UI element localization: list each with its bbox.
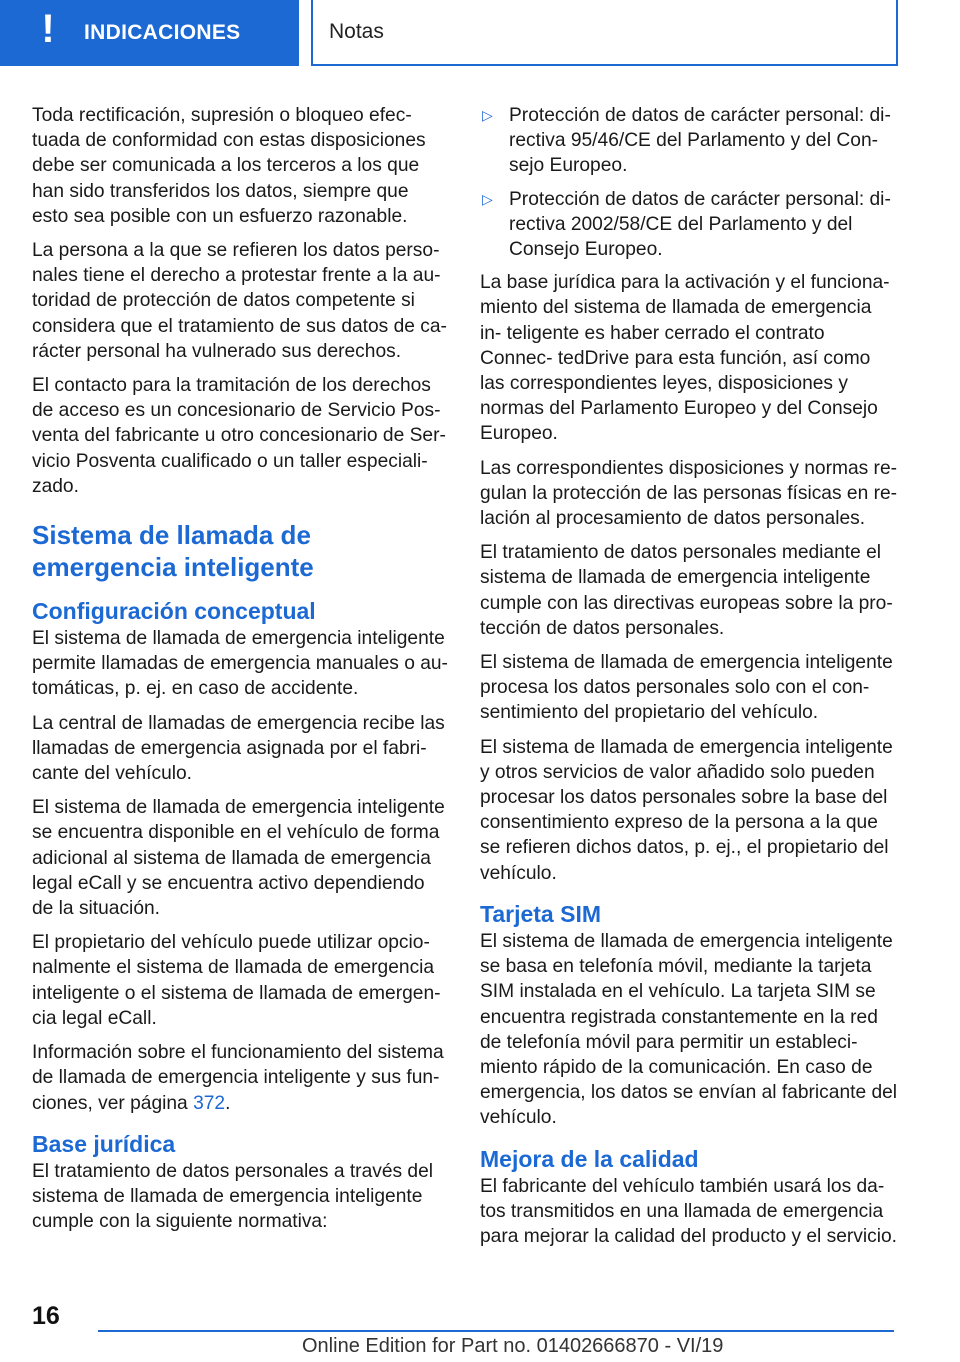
paragraph-text: Información sobre el funcionamiento del sistema de llamada de emergencia inteligente y sus fun‐ ciones, ver página — [32, 1042, 444, 1114]
subsection-label: Notas — [329, 20, 384, 43]
section-tab — [0, 0, 299, 66]
paragraph: El contacto para la tramitación de los derechos de acceso es un concesionario de Servicio Pos‐ venta del fabricante u otro concesionario de Ser‐ vicio Posventa cualificado o un taller especiali‐ zado. — [32, 375, 446, 497]
paragraph: El sistema de llamada de emergencia inteligente procesa los datos personales solo con el con‐ sentimiento del propietario del vehículo. — [480, 652, 893, 724]
subsection-heading: Tarjeta SIM — [480, 900, 601, 927]
paragraph-end: . — [225, 1092, 231, 1114]
paragraph: Las correspondientes disposiciones y normas re‐ gulan la protección de las personas físicas en re‐ lación al procesamiento de datos personales. — [480, 457, 898, 530]
paragraph: El propietario del vehículo puede utilizar opcio‐ nalmente el sistema de llamada de emergencia inteligente o el sistema de llamada de emergen‐ cia legal eCall. — [32, 932, 441, 1029]
section-heading: Sistema de llamada de emergencia inteligente — [32, 520, 314, 583]
list-item — [480, 187, 898, 263]
warning-icon: ! — [41, 7, 55, 51]
subsection-heading: Configuración conceptual — [32, 598, 316, 625]
edition-text: Online Edition for Part no. 01402666870 - VI/19 — [302, 1335, 724, 1357]
regulation-list — [480, 103, 898, 262]
paragraph: La central de llamadas de emergencia recibe las llamadas de emergencia asignada por el fabri‐ cante del vehículo. — [32, 712, 445, 785]
paragraph: Toda rectificación, supresión o bloqueo efec‐ tuada de conformidad con estas disposiciones debe ser comunicada a los terceros a los que han sido transferidos los datos, siempre que esto sea posible con un esfuerzo razonable. — [32, 105, 426, 227]
paragraph: El tratamiento de datos personales mediante el sistema de llamada de emergencia inteligente cumple con las directivas europeas sobre la pro‐ tección de datos personales. — [480, 542, 893, 639]
subsection-box — [311, 0, 898, 66]
paragraph: El sistema de llamada de emergencia inteligente y otros servicios de valor añadido solo pueden procesar los datos personales sobre la base del consentimiento expreso de la persona a la que se refieren dichos datos, p. ej., el propietario del vehículo. — [480, 736, 893, 884]
section-label: INDICACIONES — [84, 21, 241, 44]
paragraph: El sistema de llamada de emergencia inteligente permite llamadas de emergencia manuales o au‐ tomáticas, p. ej. en caso de accidente. — [32, 628, 448, 700]
subsection-heading: Base jurídica — [32, 1130, 176, 1157]
paragraph: El tratamiento de datos personales a través del sistema de llamada de emergencia inteligente cumple con la siguiente normativa: — [32, 1160, 434, 1233]
list-item — [480, 103, 898, 179]
paragraph: La persona a la que se refieren los datos perso‐ nales tiene el derecho a protestar frente a la au‐ toridad de protección de datos competente si considera que el tratamiento de sus datos de ca‐ rácter personal ha vulnerado sus derechos. — [32, 240, 447, 362]
paragraph: El sistema de llamada de emergencia inteligente se encuentra disponible en el vehículo de forma adicional al sistema de llamada de emergencia legal eCall y se encuentra activo dependiendo de la situación. — [32, 797, 445, 920]
list-item-text: Protección de datos de carácter personal: di‐ rectiva 95/46/CE del Parlamento y del Con‐ sejo Europeo. — [509, 105, 891, 177]
paragraph: El sistema de llamada de emergencia inteligente se basa en telefonía móvil, mediante la tarjeta SIM instalada en el vehículo. La tarjeta SIM se encuentra registrada constantemente en la red de telefonía móvil para permitir un estableci‐ miento rápido de la comunicación. En caso de emergencia, los datos se envían al fabricante del vehículo. — [480, 930, 898, 1129]
triangle-bullet-icon: ▷ — [482, 107, 493, 123]
page-number: 16 — [32, 1302, 60, 1330]
triangle-bullet-icon: ▷ — [482, 190, 493, 207]
subsection-heading: Mejora de la calidad — [480, 1145, 699, 1172]
paragraph: El fabricante del vehículo también usará los da‐ tos transmitidos en una llamada de emergencia para mejorar la calidad del producto y el servicio. — [480, 1175, 898, 1247]
right-column — [480, 103, 898, 1258]
left-column — [32, 103, 450, 1243]
list-item-text: Protección de datos de carácter personal: di‐ rectiva 2002/58/CE del Parlamento y del Consejo Europeo. — [509, 188, 891, 261]
paragraph-with-link — [32, 1040, 450, 1116]
page-reference-link[interactable]: 372 — [193, 1092, 226, 1114]
footer-divider — [98, 1330, 894, 1332]
paragraph: La base jurídica para la activación y el funciona‐ miento del sistema de llamada de emergencia in‐ teligente es haber cerrado el contrato Connec‐ tedDrive para esta función, así como las correspondientes leyes, disposiciones y normas del Parlamento Europeo y del Consejo Europeo. — [480, 272, 890, 445]
page-header — [0, 0, 960, 68]
